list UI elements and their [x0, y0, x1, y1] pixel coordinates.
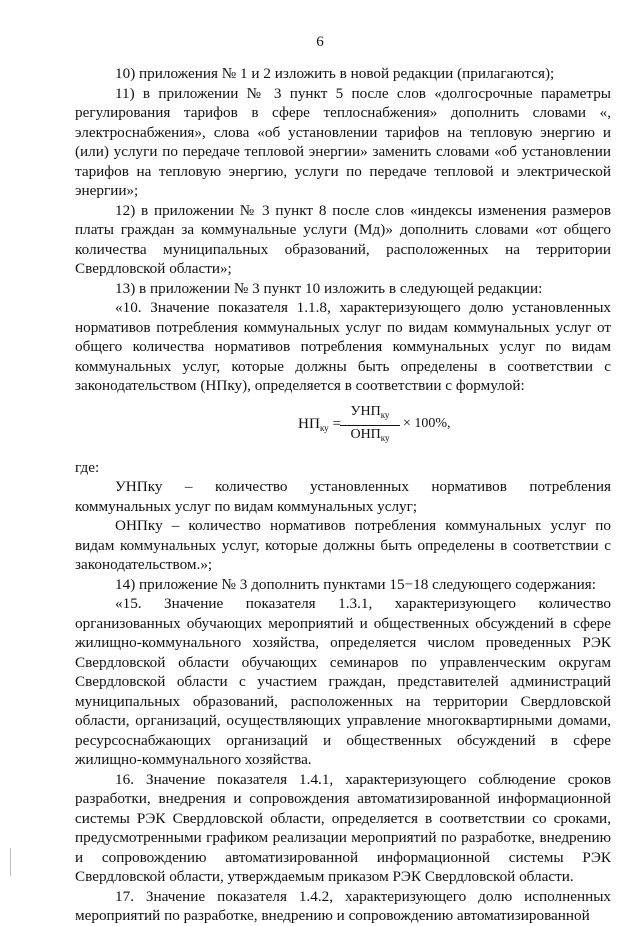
formula-denominator: $ОНП_{ку}$ [350, 426, 390, 443]
paragraph-13: 13) в приложении № 3 пункт 10 изложить в следующей редакции: [115, 279, 543, 297]
paragraph-16: 16. Значение показателя 1.4.1, характеризующего соблюдение сроков разработки, внедрения и сопровождения автоматизированной информационной системы РЭК Свердловской области, определяется в соответствии со сроками, предусмотренными графиком реализации мероприятий по разработке, внедрению и сопровождению автоматизированной информационной системы РЭК Свердловской области, утверждаемым приказом РЭК Свердловской области. [75, 770, 611, 885]
paragraph-10: 10) приложения № 1 и 2 изложить в новой редакции (прилагаются); [115, 65, 555, 82]
paragraph-17: 17. Значение показателя 1.4.2, характеризующего долю исполненных мероприятий по разработке, внедрению и сопровождению автоматизированной [75, 887, 611, 924]
formula-lhs: $НП_{ку}$ = [298, 414, 342, 433]
formula-fraction [340, 403, 400, 447]
formula [75, 399, 611, 453]
definition-onp: ОНПку – количество нормативов потребления коммунальных услуг по видам коммунальных услуг, которые должны быть определены в соответствии с законодательством.»; [75, 517, 611, 573]
page-number: 6 [316, 34, 324, 50]
paragraph-15: «15. Значение показателя 1.3.1, характеризующего количество организованных обучающих мероприятий и общественных обсуждений в сфере жилищно-коммунального хозяйства, определяется числом проведенных РЭК Свердловской области обучающих семинаров по управленческим округам Свердловской области с участием граждан, представителей администраций муниципальных образований, расположенных на территории Свердловской области, организаций, осуществляющих управление многоквартирными домами, ресурсоснабжающих организаций и общественных обсуждений в сфере жилищно-коммунального хозяйства. [75, 595, 611, 768]
paragraph-11: 11) в приложении № 3 пункт 5 после слов «долгосрочные параметры регулирования тарифов в сфере теплоснабжения» дополнить словами «, электроснабжения», слова «об установлении тарифов на тепловую энергию и (или) услуги по передаче тепловой энергии» заменить словами «об установлении тарифов на тепловую энергию, услуги по передаче тепловой и электрической энергии»; [75, 84, 611, 199]
definition-unp: УНПку – количество установленных нормативов потребления коммунальных услуг по видам коммунальных услуг; [75, 478, 611, 515]
document-body [75, 64, 611, 926]
where-label: где: [75, 458, 100, 476]
paragraph-14: 14) приложение № 3 дополнить пунктами 15−18 следующего содержания: [115, 575, 596, 593]
paragraph-13-quote: «10. Значение показателя 1.1.8, характеризующего долю установленных нормативов потребления коммунальных услуг по видам коммунальных услуг от общего количества нормативов потребления коммунальных услуг по видам коммунальных услуг, которые должны быть определены в соответствии с законодательством (НПку), определяется в соответствии с формулой: [75, 299, 611, 394]
formula-multiplier: × 100%, [403, 415, 451, 431]
scan-artifact [10, 848, 11, 876]
formula-numerator: $УНП_{ку}$ [340, 403, 400, 426]
paragraph-12: 12) в приложении № 3 пункт 8 после слов «индексы изменения размеров платы граждан за коммунальные услуги (Мд)» дополнить словами «от общего количества муниципальных образований, расположенных на территории Свердловской области»; [75, 201, 611, 277]
